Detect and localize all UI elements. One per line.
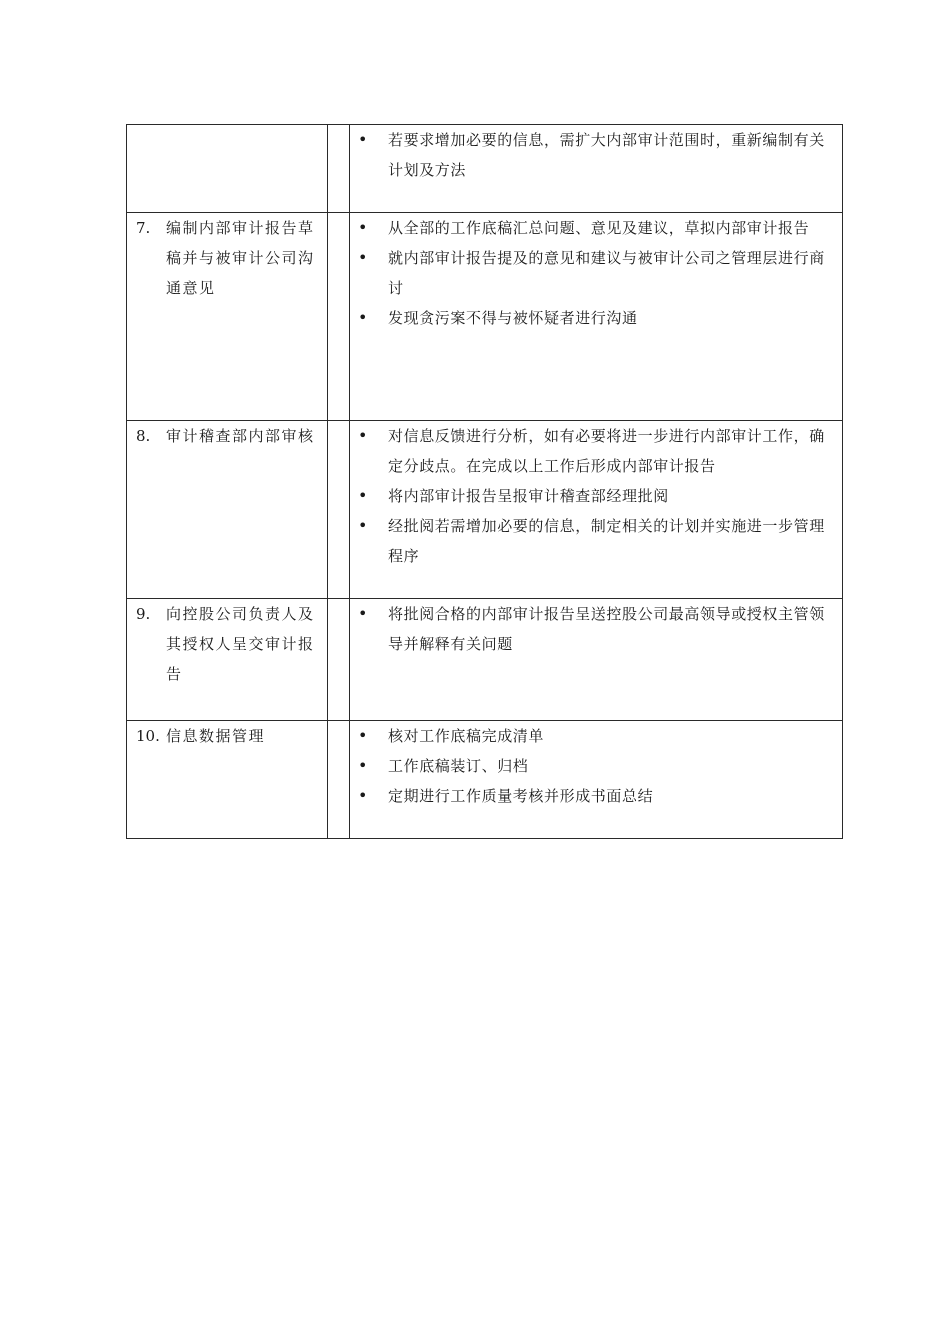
list-item-text: 经批阅若需增加必要的信息，制定相关的计划并实施进一步管理程序: [388, 517, 825, 565]
step-heading: [136, 599, 321, 689]
bullet-icon: •: [358, 786, 368, 805]
step-number: 10.: [136, 727, 160, 745]
bullet-cell: [350, 599, 843, 721]
bullet-icon: •: [358, 426, 368, 445]
bullet-cell: [350, 125, 843, 213]
step-cell: [127, 721, 328, 839]
spacer-cell: [328, 421, 350, 599]
list-item: [358, 213, 834, 243]
list-item: [358, 599, 834, 659]
step-cell: [127, 213, 328, 421]
step-number: 8.: [136, 427, 151, 445]
list-item: [358, 511, 834, 571]
step-cell: [127, 421, 328, 599]
table-row: [127, 599, 843, 721]
step-cell: [127, 599, 328, 721]
table-row: [127, 125, 843, 213]
spacer-cell: [328, 599, 350, 721]
bullet-list: [358, 421, 834, 571]
step-number: 9.: [136, 605, 151, 623]
list-item: [358, 125, 834, 185]
list-item-text: 对信息反馈进行分析，如有必要将进一步进行内部审计工作，确定分歧点。在完成以上工作后形成内部审计报告: [388, 427, 825, 475]
list-item-text: 工作底稿装订、归档: [388, 757, 529, 775]
bullet-cell: [350, 721, 843, 839]
list-item: [358, 721, 834, 751]
spacer-cell: [328, 721, 350, 839]
bullet-list: [358, 721, 834, 811]
bullet-icon: •: [358, 756, 368, 775]
bullet-icon: •: [358, 308, 368, 327]
list-item-text: 将内部审计报告呈报审计稽查部经理批阅: [388, 487, 669, 505]
list-item: [358, 421, 834, 481]
list-item-text: 将批阅合格的内部审计报告呈送控股公司最高领导或授权主管领导并解释有关问题: [388, 605, 825, 653]
step-heading: [136, 421, 321, 451]
bullet-list: [358, 213, 834, 333]
list-item: [358, 781, 834, 811]
step-title: 向控股公司负责人及其授权人呈交审计报告: [166, 605, 315, 683]
list-item-text: 若要求增加必要的信息，需扩大内部审计范围时，重新编制有关计划及方法: [388, 131, 825, 179]
step-heading: [136, 213, 321, 303]
table-row: [127, 213, 843, 421]
bullet-icon: •: [358, 486, 368, 505]
list-item: [358, 243, 834, 303]
bullet-icon: •: [358, 130, 368, 149]
bullet-icon: •: [358, 218, 368, 237]
bullet-icon: •: [358, 248, 368, 267]
step-cell: [127, 125, 328, 213]
bullet-icon: •: [358, 726, 368, 745]
bullet-list: [358, 599, 834, 659]
step-title: 信息数据管理: [166, 727, 266, 745]
bullet-cell: [350, 213, 843, 421]
spacer-cell: [328, 125, 350, 213]
step-title: 编制内部审计报告草稿并与被审计公司沟通意见: [166, 219, 315, 297]
audit-procedure-table: [126, 124, 843, 839]
bullet-icon: •: [358, 516, 368, 535]
bullet-icon: •: [358, 604, 368, 623]
list-item-text: 定期进行工作质量考核并形成书面总结: [388, 787, 654, 805]
list-item-text: 从全部的工作底稿汇总问题、意见及建议，草拟内部审计报告: [388, 219, 810, 237]
list-item: [358, 481, 834, 511]
list-item-text: 就内部审计报告提及的意见和建议与被审计公司之管理层进行商讨: [388, 249, 825, 297]
spacer-cell: [328, 213, 350, 421]
list-item: [358, 303, 834, 333]
table-row: [127, 421, 843, 599]
step-title: 审计稽查部内部审核: [166, 427, 315, 445]
bullet-cell: [350, 421, 843, 599]
list-item-text: 发现贪污案不得与被怀疑者进行沟通: [388, 309, 638, 327]
table-row: [127, 721, 843, 839]
list-item-text: 核对工作底稿完成清单: [388, 727, 545, 745]
bullet-list: [358, 125, 834, 185]
step-heading: [136, 721, 321, 751]
list-item: [358, 751, 834, 781]
step-number: 7.: [136, 219, 151, 237]
